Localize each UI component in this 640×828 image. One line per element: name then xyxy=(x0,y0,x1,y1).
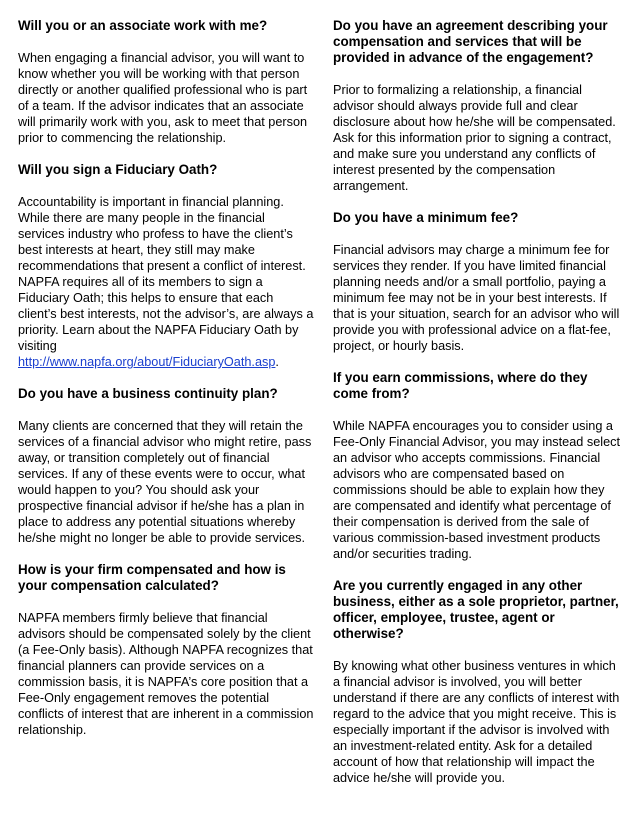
section-body: By knowing what other business ventures in which a financial advisor is involved, you will better understand if there are any conflicts of interest with regard to the advice that you might receive. This is especially important if the advisor is involved with an investment-related entity. Ask for a detailed account of how that relationship will impact the advice he/she will provide you. xyxy=(333,659,620,785)
fiduciary-oath-link[interactable]: http://www.napfa.org/about/FiduciaryOath.asp xyxy=(18,355,276,369)
section-heading: Do you have an agreement describing your compensation and services that will be provided in advance of the engagement? xyxy=(333,18,608,65)
section-firm-compensation xyxy=(18,562,314,738)
section-heading: Do you have a business continuity plan? xyxy=(18,386,278,401)
section-body: When engaging a financial advisor, you will want to know whether you will be working with that person directly or another qualified professional who is part of a team. If the advisor indicates that an associate will primarily work with you, ask to meet that person prior to commencing the relationship. xyxy=(18,51,308,145)
section-agreement xyxy=(333,18,625,194)
section-heading: Do you have a minimum fee? xyxy=(333,210,519,225)
section-body-text: Accountability is important in financial planning. While there are many people in the financial services industry who profess to have the client’s best interests at heart, they still may make recommendations that present a conflict of interest. NAPFA requires all of its members to sign a Fiduciary Oath; this helps to ensure that each client’s best interests, not the advisor’s, are always a priority. Learn about the NAPFA Fiduciary Oath by visiting xyxy=(18,195,314,353)
section-body: Prior to formalizing a relationship, a financial advisor should always provide full and clear disclosure about how he/she will be compensated. Ask for this information prior to signing a contract, and make sure you understand any conflicts of interest presented by the compensation arrangement. xyxy=(333,83,616,193)
section-fiduciary-oath xyxy=(18,162,314,370)
section-body: Financial advisors may charge a minimum fee for services they render. If you have limited financial planning needs and/or a small portfolio, paying a minimum fee may not be in your best interests. If that is your situation, search for an advisor who will provide you with professional advice on a flat-fee, project, or hourly basis. xyxy=(333,243,620,353)
section-body: While NAPFA encourages you to consider using a Fee-Only Financial Advisor, you may instead select an advisor who accepts commissions. Financial advisors who are compensated based on commissions should be able to explain how they are compensated and identify what percentage of their compensation is derived from the sale of various commission-based investment products and/or securities trading. xyxy=(333,419,621,561)
section-heading: Will you sign a Fiduciary Oath? xyxy=(18,162,218,177)
section-body: Many clients are concerned that they will retain the services of a financial advisor who might retire, pass away, or transition completely out of financial services. If any of these events were to occur, what would happen to you? You should ask your prospective financial advisor if he/she has a plan in place to address any potential situations whereby he/she might no longer be able to provide services. xyxy=(18,419,312,545)
section-heading: Will you or an associate work with me? xyxy=(18,18,268,33)
section-heading: How is your firm compensated and how is your compensation calculated? xyxy=(18,562,286,593)
section-heading: Are you currently engaged in any other business, either as a sole proprietor, partner, officer, employee, trustee, agent or otherwise? xyxy=(333,578,619,641)
section-body: NAPFA members firmly believe that financial advisors should be compensated solely by the client (a Fee-Only basis). Although NAPFA recognizes that financial planners can provide services on a commission basis, it is NAPFA’s core position that a Fee-Only engagement removes the potential conflicts of interest that are inherent in a commission relationship. xyxy=(18,611,314,737)
section-other-business xyxy=(333,578,625,786)
right-column xyxy=(333,18,625,802)
left-column xyxy=(18,18,314,754)
link-trailing-punctuation: . xyxy=(275,355,279,369)
section-commissions xyxy=(333,370,625,562)
section-heading: If you earn commissions, where do they come from? xyxy=(333,370,588,401)
section-associate xyxy=(18,18,314,146)
section-minimum-fee xyxy=(333,210,625,354)
section-continuity-plan xyxy=(18,386,314,546)
section-body xyxy=(18,194,314,370)
